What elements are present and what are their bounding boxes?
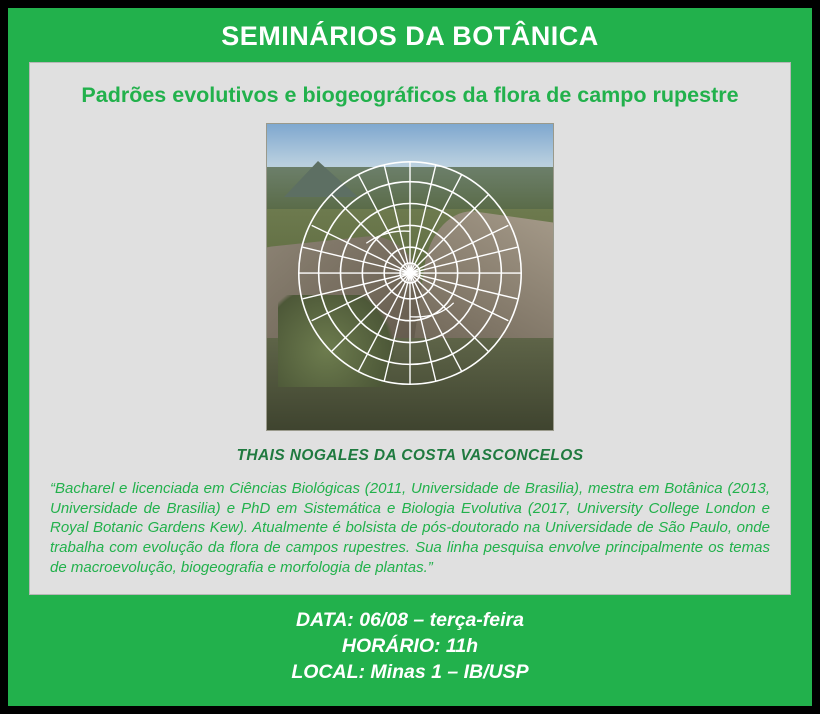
poster-header-title: SEMINÁRIOS DA BOTÂNICA	[221, 21, 599, 51]
seminar-title: Padrões evolutivos e biogeográficos da flora de campo rupestre	[81, 83, 739, 107]
footer-location-line: LOCAL: Minas 1 – IB/USP	[291, 661, 529, 684]
footer-date-line: DATA: 06/08 – terça-feira	[296, 608, 524, 631]
poster-content-card	[29, 62, 791, 595]
poster-footer	[8, 595, 812, 686]
phylogenetic-tree-icon	[267, 124, 553, 430]
speaker-name: THAIS NOGALES DA COSTA VASCONCELOS	[236, 446, 584, 464]
speaker-bio: “Bacharel e licenciada em Ciências Biológicas (2011, Universidade de Brasilia), mestra em Botânica (2013, Universidade de Brasilia) e PhD em Sistemática e Biologia Evolutiva (2017, University College London e Royal Botanic Gardens Kew). Atualmente é bolsista de pós-doutorado na Universidade de São Paulo, onde trabalha com evolução da flora de campos rupestres. Sua linha pesquisa envolve principalmente os temas de macroevolução, biogeografia e morfologia de plantas.”	[50, 479, 770, 576]
figure-container	[48, 123, 772, 431]
campo-rupestre-photo	[266, 123, 554, 431]
seminar-poster	[8, 8, 812, 706]
footer-time-line: HORÁRIO: 11h	[341, 635, 479, 658]
